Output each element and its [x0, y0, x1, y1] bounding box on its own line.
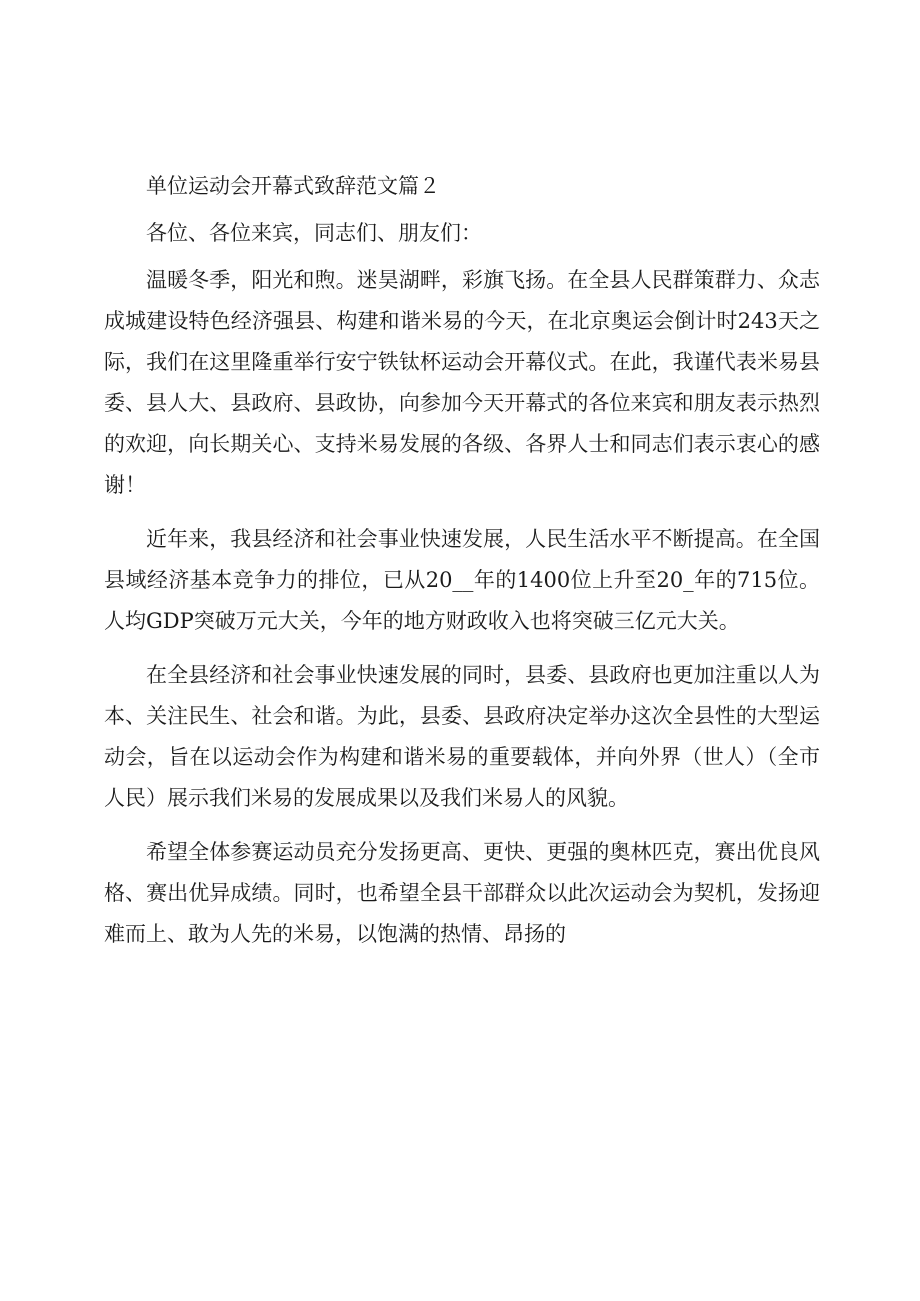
- document-title: 单位运动会开幕式致辞范文篇２: [146, 174, 440, 198]
- salutation: 各位、各位来宾，同志们、朋友们：: [146, 221, 482, 245]
- paragraph-2: 近年来，我县经济和社会事业快速发展，人民生活水平不断提高。在全国县域经济基本竞争力的排位，已从20__年的1400位上升至20_年的715位。人均GDP突破万元大关，今年的地方财政收入也将突破三亿元大关。: [104, 527, 820, 633]
- paragraph-3: 在全县经济和社会事业快速发展的同时，县委、县政府也更加注重以人为本、关注民生、社会和谐。为此，县委、县政府决定举办这次全县性的大型运动会，旨在以运动会作为构建和谐米易的重要载体，并向外界（世人）（全市人民）展示我们米易的发展成果以及我们米易人的风貌。: [104, 663, 820, 810]
- paragraph-1: 温暖冬季，阳光和煦。迷昊湖畔，彩旗飞扬。在全县人民群策群力、众志成城建设特色经济强县、构建和谐米易的今天，在北京奥运会倒计时243天之际，我们在这里隆重举行安宁铁钛杯运动会开幕仪式。在此，我谨代表米易县委、县人大、县政府、县政协，向参加今天开幕式的各位来宾和朋友表示热烈的欢迎，向长期关心、支持米易发展的各级、各界人士和同志们表示衷心的感谢！: [104, 268, 820, 497]
- document-body: [104, 166, 820, 968]
- paragraph-4: 希望全体参赛运动员充分发扬更高、更快、更强的奥林匹克，赛出优良风格、赛出优异成绩。同时，也希望全县干部群众以此次运动会为契机，发扬迎难而上、敢为人先的米易，以饱满的热情、昂扬的: [104, 840, 820, 946]
